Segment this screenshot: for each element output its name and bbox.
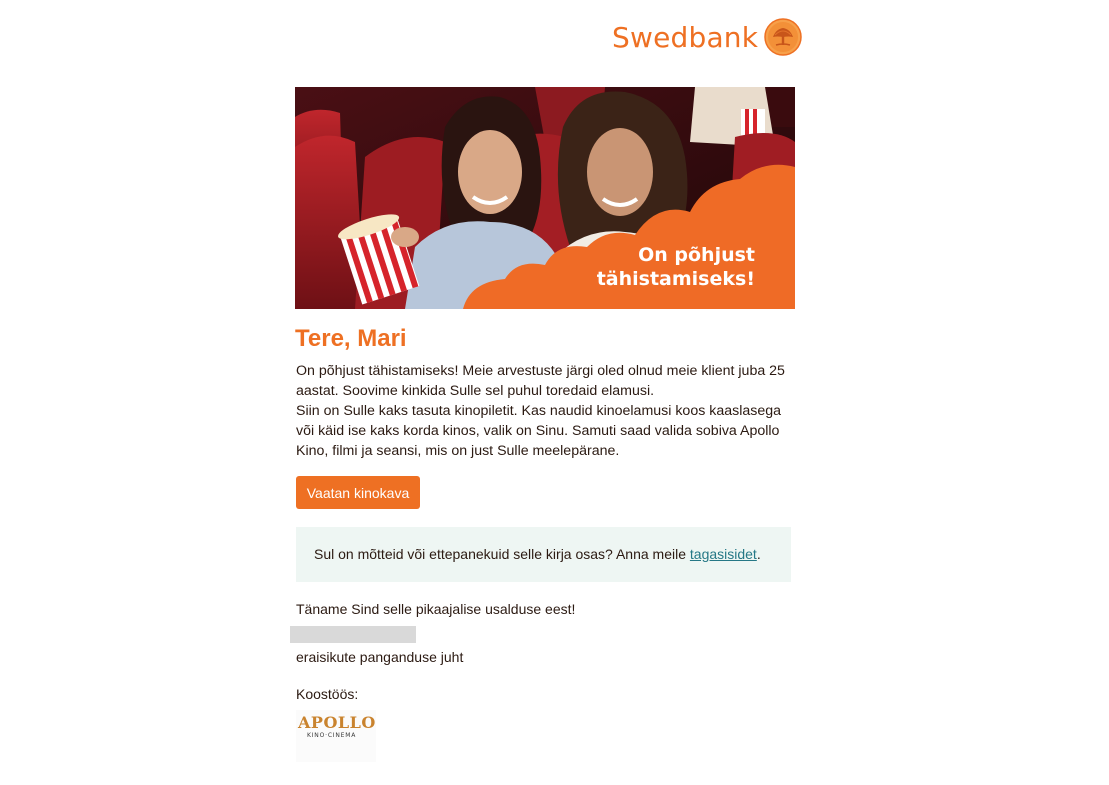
signer-role: eraisikute panganduse juht: [296, 649, 464, 665]
body-paragraph-2: Siin on Sulle kaks tasuta kinopiletit. Kas naudid kinoelamusi koos kaaslasega või käid ise kaks korda kinos, valik on Sinu. Samuti saad valida sobiva Apollo Kino, filmi ja seansi, mis on just Sulle meelepärane.: [296, 403, 782, 459]
feedback-link[interactable]: tagasisidet: [689, 546, 757, 562]
hero-caption-line1: On põhjust: [638, 244, 755, 266]
apollo-kino-logo[interactable]: [296, 710, 376, 762]
oak-tree-icon: [764, 18, 802, 56]
body-paragraph-1: On põhjust tähistamiseks! Meie arvestuste järgi oled olnud meie klient juba 25 aastat. Soovime kinkida Sulle sel puhul toredaid elamusi.: [296, 363, 785, 399]
brand-name: Swedbank: [612, 20, 759, 54]
greeting-heading: Tere, Mari: [295, 325, 407, 352]
apollo-logo-main: APOLLO: [298, 713, 376, 732]
hero-caption: [555, 243, 755, 291]
feedback-box: [296, 527, 791, 582]
redacted-signer-name: [290, 626, 416, 643]
feedback-suffix: .: [756, 546, 761, 562]
hero-caption-line2: tähistamiseks!: [596, 268, 755, 290]
partner-label: Koostöös:: [296, 686, 359, 702]
view-cinema-schedule-button[interactable]: Vaatan kinokava: [296, 476, 420, 509]
swedbank-logo[interactable]: [612, 18, 802, 56]
thanks-text: Täname Sind selle pikaajalise usalduse eest!: [296, 601, 576, 617]
feedback-text: [314, 546, 761, 562]
email-body: [296, 361, 786, 461]
hero-banner: [295, 87, 795, 309]
feedback-prompt: Sul on mõtteid või ettepanekuid selle kirja osas? Anna meile: [314, 546, 690, 562]
apollo-logo-sub: KINO·CINEMA: [307, 732, 357, 739]
